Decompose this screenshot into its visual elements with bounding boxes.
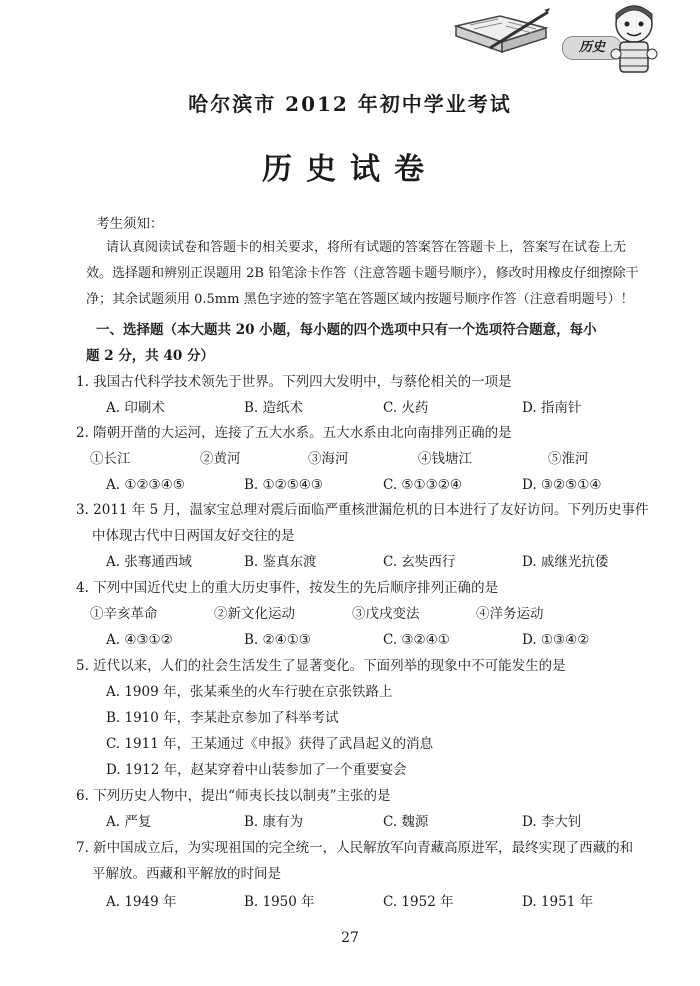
header-illustration xyxy=(440,0,660,84)
list-item: ④钱塘江 xyxy=(418,451,472,467)
section-heading-cont: 题 2 分，共 40 分） xyxy=(86,348,214,364)
question-stem: 6. 下列历史人物中，提出“师夷长技以制夷”主张的是 xyxy=(76,788,391,804)
list-item: ③海河 xyxy=(308,451,349,467)
list-item: ②黄河 xyxy=(200,451,241,467)
option: D. 1951 年 xyxy=(522,894,594,910)
option: A. ④③①② xyxy=(106,632,173,648)
paper-title: 历史试卷 xyxy=(262,152,438,187)
subject-badge: 历史 xyxy=(562,36,622,60)
option: B. 康有为 xyxy=(244,814,304,830)
list-item: ④洋务运动 xyxy=(476,606,544,622)
cartoon-student-icon xyxy=(608,0,660,84)
question-stem: 2. 隋朝开凿的大运河，连接了五大水系。五大水系由北向南排列正确的是 xyxy=(76,425,512,441)
option: D. ③②⑤①④ xyxy=(522,477,602,493)
notice-heading: 考生须知： xyxy=(96,216,164,232)
page-number: 27 xyxy=(341,930,359,946)
option: B. 鉴真东渡 xyxy=(244,554,317,570)
question-stem-cont: 中体现古代中日两国友好交往的是 xyxy=(92,528,295,544)
option: D. 指南针 xyxy=(522,400,582,416)
option: C. ⑤①③②④ xyxy=(383,477,462,493)
list-item: ①辛亥革命 xyxy=(90,606,158,622)
notice-line: 请认真阅读试卷和答题卡的相关要求，将所有试题的答案答在答题卡上，答案写在试卷上无 xyxy=(106,240,627,255)
list-item: ③戊戌变法 xyxy=(352,606,420,622)
option: A. 印刷术 xyxy=(106,400,165,416)
section-heading: 一、选择题（本大题共 20 小题，每小题的四个选项中只有一个选项符合题意，每小 xyxy=(96,322,597,338)
option: B. ②④①③ xyxy=(244,632,311,648)
notice-line: 效。选择题和辨别正误题用 2B 铅笔涂卡作答（注意答题卡题号顺序），修改时用橡皮仔细擦除干 xyxy=(86,266,639,281)
question-stem: 4. 下列中国近代史上的重大历史事件，按发生的先后顺序排列正确的是 xyxy=(76,580,499,596)
option: B. ①②⑤④③ xyxy=(244,477,324,493)
option: D. 1912 年，赵某穿着中山装参加了一个重要宴会 xyxy=(106,762,407,778)
list-item: ①长江 xyxy=(90,451,131,467)
option: A. ①②③④⑤ xyxy=(106,477,185,493)
option: A. 1909 年，张某乘坐的火车行驶在京张铁路上 xyxy=(106,684,393,700)
option: C. 1952 年 xyxy=(383,894,454,910)
option: D. ①③④② xyxy=(522,632,590,648)
option: C. 玄奘西行 xyxy=(383,554,456,570)
option: B. 造纸术 xyxy=(244,400,304,416)
list-item: ②新文化运动 xyxy=(214,606,295,622)
list-item: ⑤淮河 xyxy=(548,451,589,467)
book-pen-icon xyxy=(450,8,550,60)
option: C. ③②④① xyxy=(383,632,450,648)
option: C. 1911 年，王某通过《申报》获得了武昌起义的消息 xyxy=(106,736,434,752)
option: C. 火药 xyxy=(383,400,429,416)
option: D. 戚继光抗倭 xyxy=(522,554,609,570)
question-stem: 3. 2011 年 5 月，温家宝总理对震后面临严重核泄漏危机的日本进行了友好访问。下列历史事件 xyxy=(76,502,649,518)
option: B. 1910 年，李某赴京参加了科举考试 xyxy=(106,710,339,726)
notice-line: 净；其余试题须用 0.5mm 黑色字迹的签字笔在答题区域内按题号顺序作答（注意看明题号）！ xyxy=(86,292,634,307)
option: D. 李大钊 xyxy=(522,814,582,830)
question-stem: 5. 近代以来，人们的社会生活发生了显著变化。下面列举的现象中不可能发生的是 xyxy=(76,658,566,674)
option: A. 严复 xyxy=(106,814,152,830)
option: A. 张骞通西域 xyxy=(106,554,192,570)
option: B. 1950 年 xyxy=(244,894,315,910)
exam-title: 哈尔滨市 2012 年初中学业考试 xyxy=(188,92,512,116)
question-stem: 7. 新中国成立后，为实现祖国的完全统一，人民解放军向青藏高原进军，最终实现了西藏的和 xyxy=(76,840,634,856)
option: C. 魏源 xyxy=(383,814,429,830)
question-stem-cont: 平解放。西藏和平解放的时间是 xyxy=(92,866,281,882)
question-stem: 1. 我国古代科学技术领先于世界。下列四大发明中，与蔡伦相关的一项是 xyxy=(76,374,512,390)
option: A. 1949 年 xyxy=(106,894,177,910)
